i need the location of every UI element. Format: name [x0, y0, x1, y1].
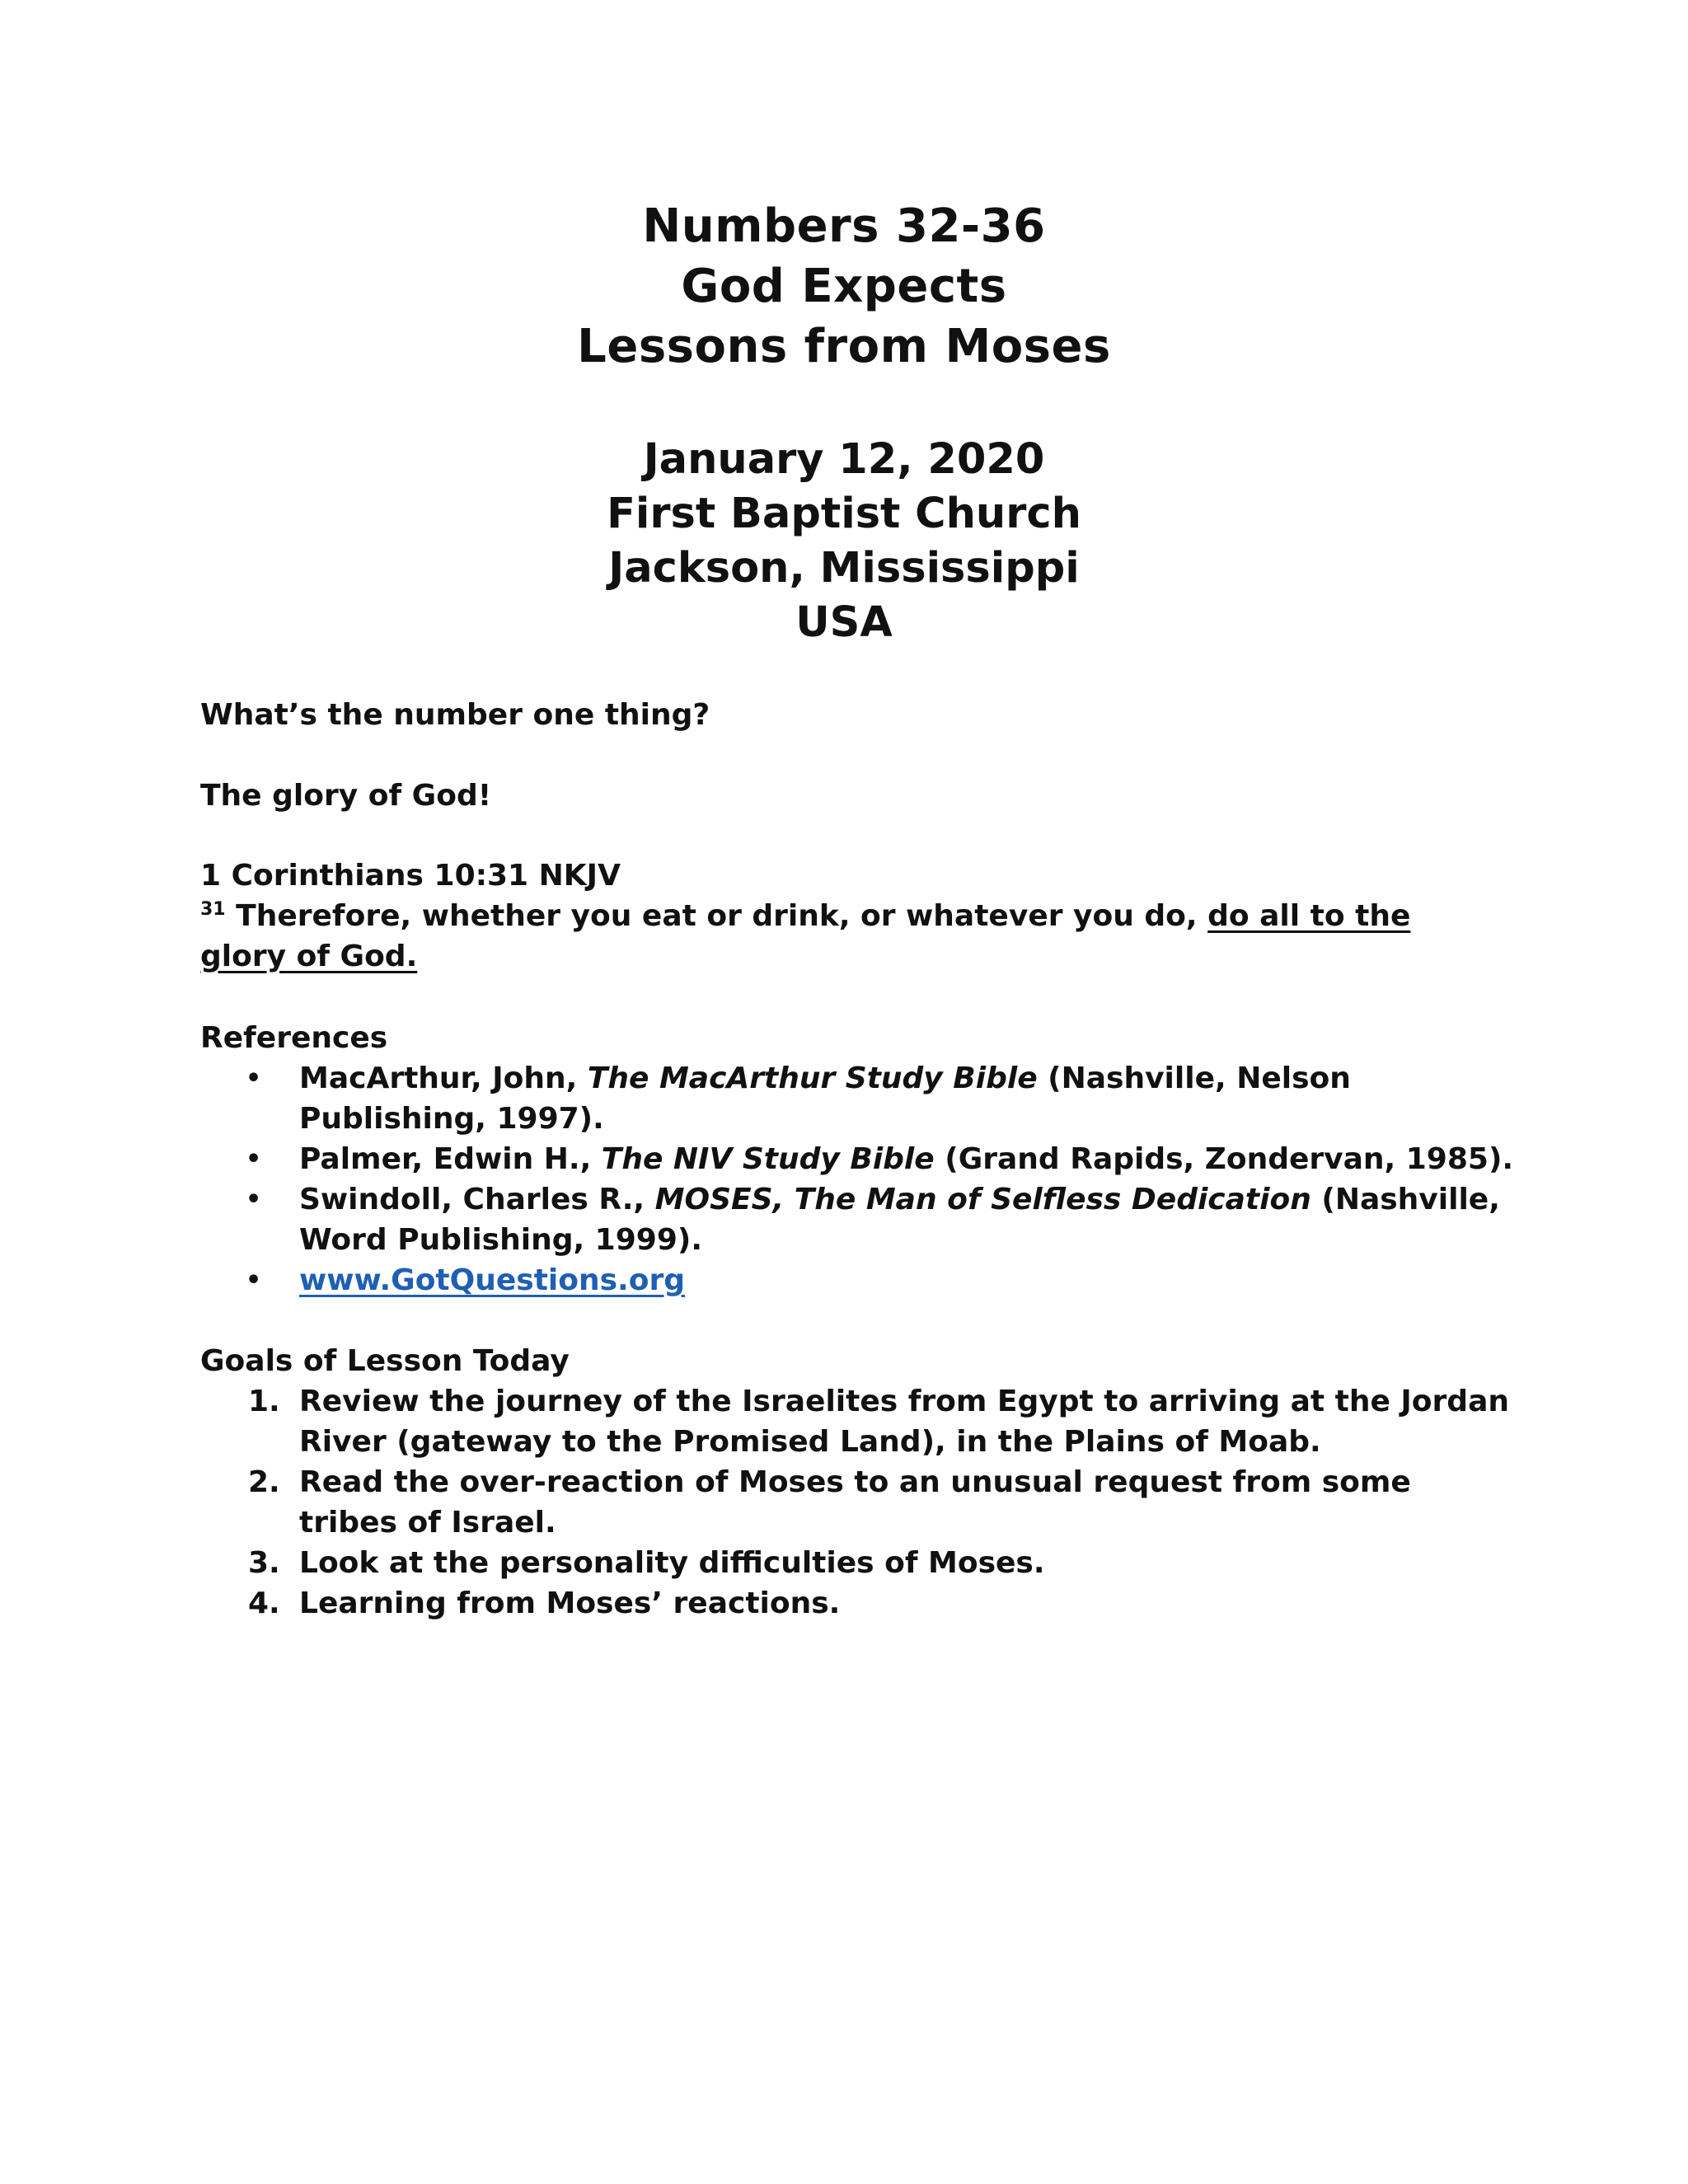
goal-number: 4. [248, 1586, 280, 1620]
reference-title: The NIV Study Bible [601, 1142, 935, 1176]
goal-item [200, 1462, 1519, 1543]
document-title [0, 196, 1688, 377]
reference-publisher: (Grand Rapids, Zondervan, 1985). [934, 1142, 1514, 1176]
title-line-1: Numbers 32-36 [642, 199, 1046, 253]
verse-text-plain: Therefore, whether you eat or drink, or whatever you do, [225, 899, 1208, 933]
reference-item [200, 1179, 1519, 1260]
reference-publisher: (Nashville, Word Publishing, 1999). [299, 1183, 1500, 1257]
verse-text [200, 896, 1503, 977]
goals-heading: Goals of Lesson Today [200, 1344, 570, 1378]
verse-text-underlined: do all to the glory of God. [200, 899, 1411, 973]
reference-item [200, 1139, 1519, 1179]
bullet-icon: • [246, 1064, 262, 1093]
reference-item [200, 1260, 1519, 1301]
goals-list [200, 1381, 1519, 1624]
goal-number: 2. [248, 1465, 280, 1499]
reference-author: MacArthur, John, [299, 1062, 588, 1095]
bullet-icon: • [246, 1145, 262, 1174]
bullet-icon: • [246, 1266, 262, 1295]
reference-title: The MacArthur Study Bible [587, 1062, 1038, 1095]
question-text: What’s the number one thing? [200, 698, 710, 732]
title-line-2: God Expects [681, 260, 1007, 313]
goal-text: Learning from Moses’ reactions. [299, 1586, 841, 1620]
reference-title: MOSES, The Man of Selfless Dedication [654, 1183, 1311, 1216]
event-info [0, 433, 1688, 650]
goal-item [200, 1583, 1519, 1624]
city-state: Jackson, Mississippi [608, 544, 1080, 593]
event-date: January 12, 2020 [643, 435, 1045, 484]
verse-reference: 1 Corinthians 10:31 NKJV [200, 859, 621, 893]
reference-author: Swindoll, Charles R., [299, 1183, 655, 1216]
references-list [200, 1058, 1519, 1301]
reference-item [200, 1058, 1519, 1139]
goal-number: 3. [248, 1546, 280, 1580]
answer-text: The glory of God! [200, 779, 492, 813]
goal-text: Look at the personality difficulties of Moses. [299, 1546, 1045, 1580]
reference-author: Palmer, Edwin H., [299, 1142, 602, 1176]
title-line-3: Lessons from Moses [577, 320, 1111, 373]
church-name: First Baptist Church [607, 490, 1081, 538]
country: USA [795, 598, 893, 647]
verse-number: 31 [200, 899, 226, 920]
references-heading: References [200, 1021, 388, 1055]
goal-item [200, 1381, 1519, 1462]
gotquestions-link[interactable]: www.GotQuestions.org [299, 1263, 685, 1297]
goal-text: Read the over-reaction of Moses to an unusual request from some tribes of Israel. [299, 1465, 1411, 1540]
bullet-icon: • [246, 1185, 262, 1214]
goal-number: 1. [248, 1385, 280, 1418]
reference-publisher: (Nashville, Nelson Publishing, 1997). [299, 1062, 1351, 1136]
goal-item [200, 1543, 1519, 1583]
goal-text: Review the journey of the Israelites from Egypt to arriving at the Jordan River (gateway to the Promised Land), in the Plains of Moab. [299, 1385, 1509, 1459]
